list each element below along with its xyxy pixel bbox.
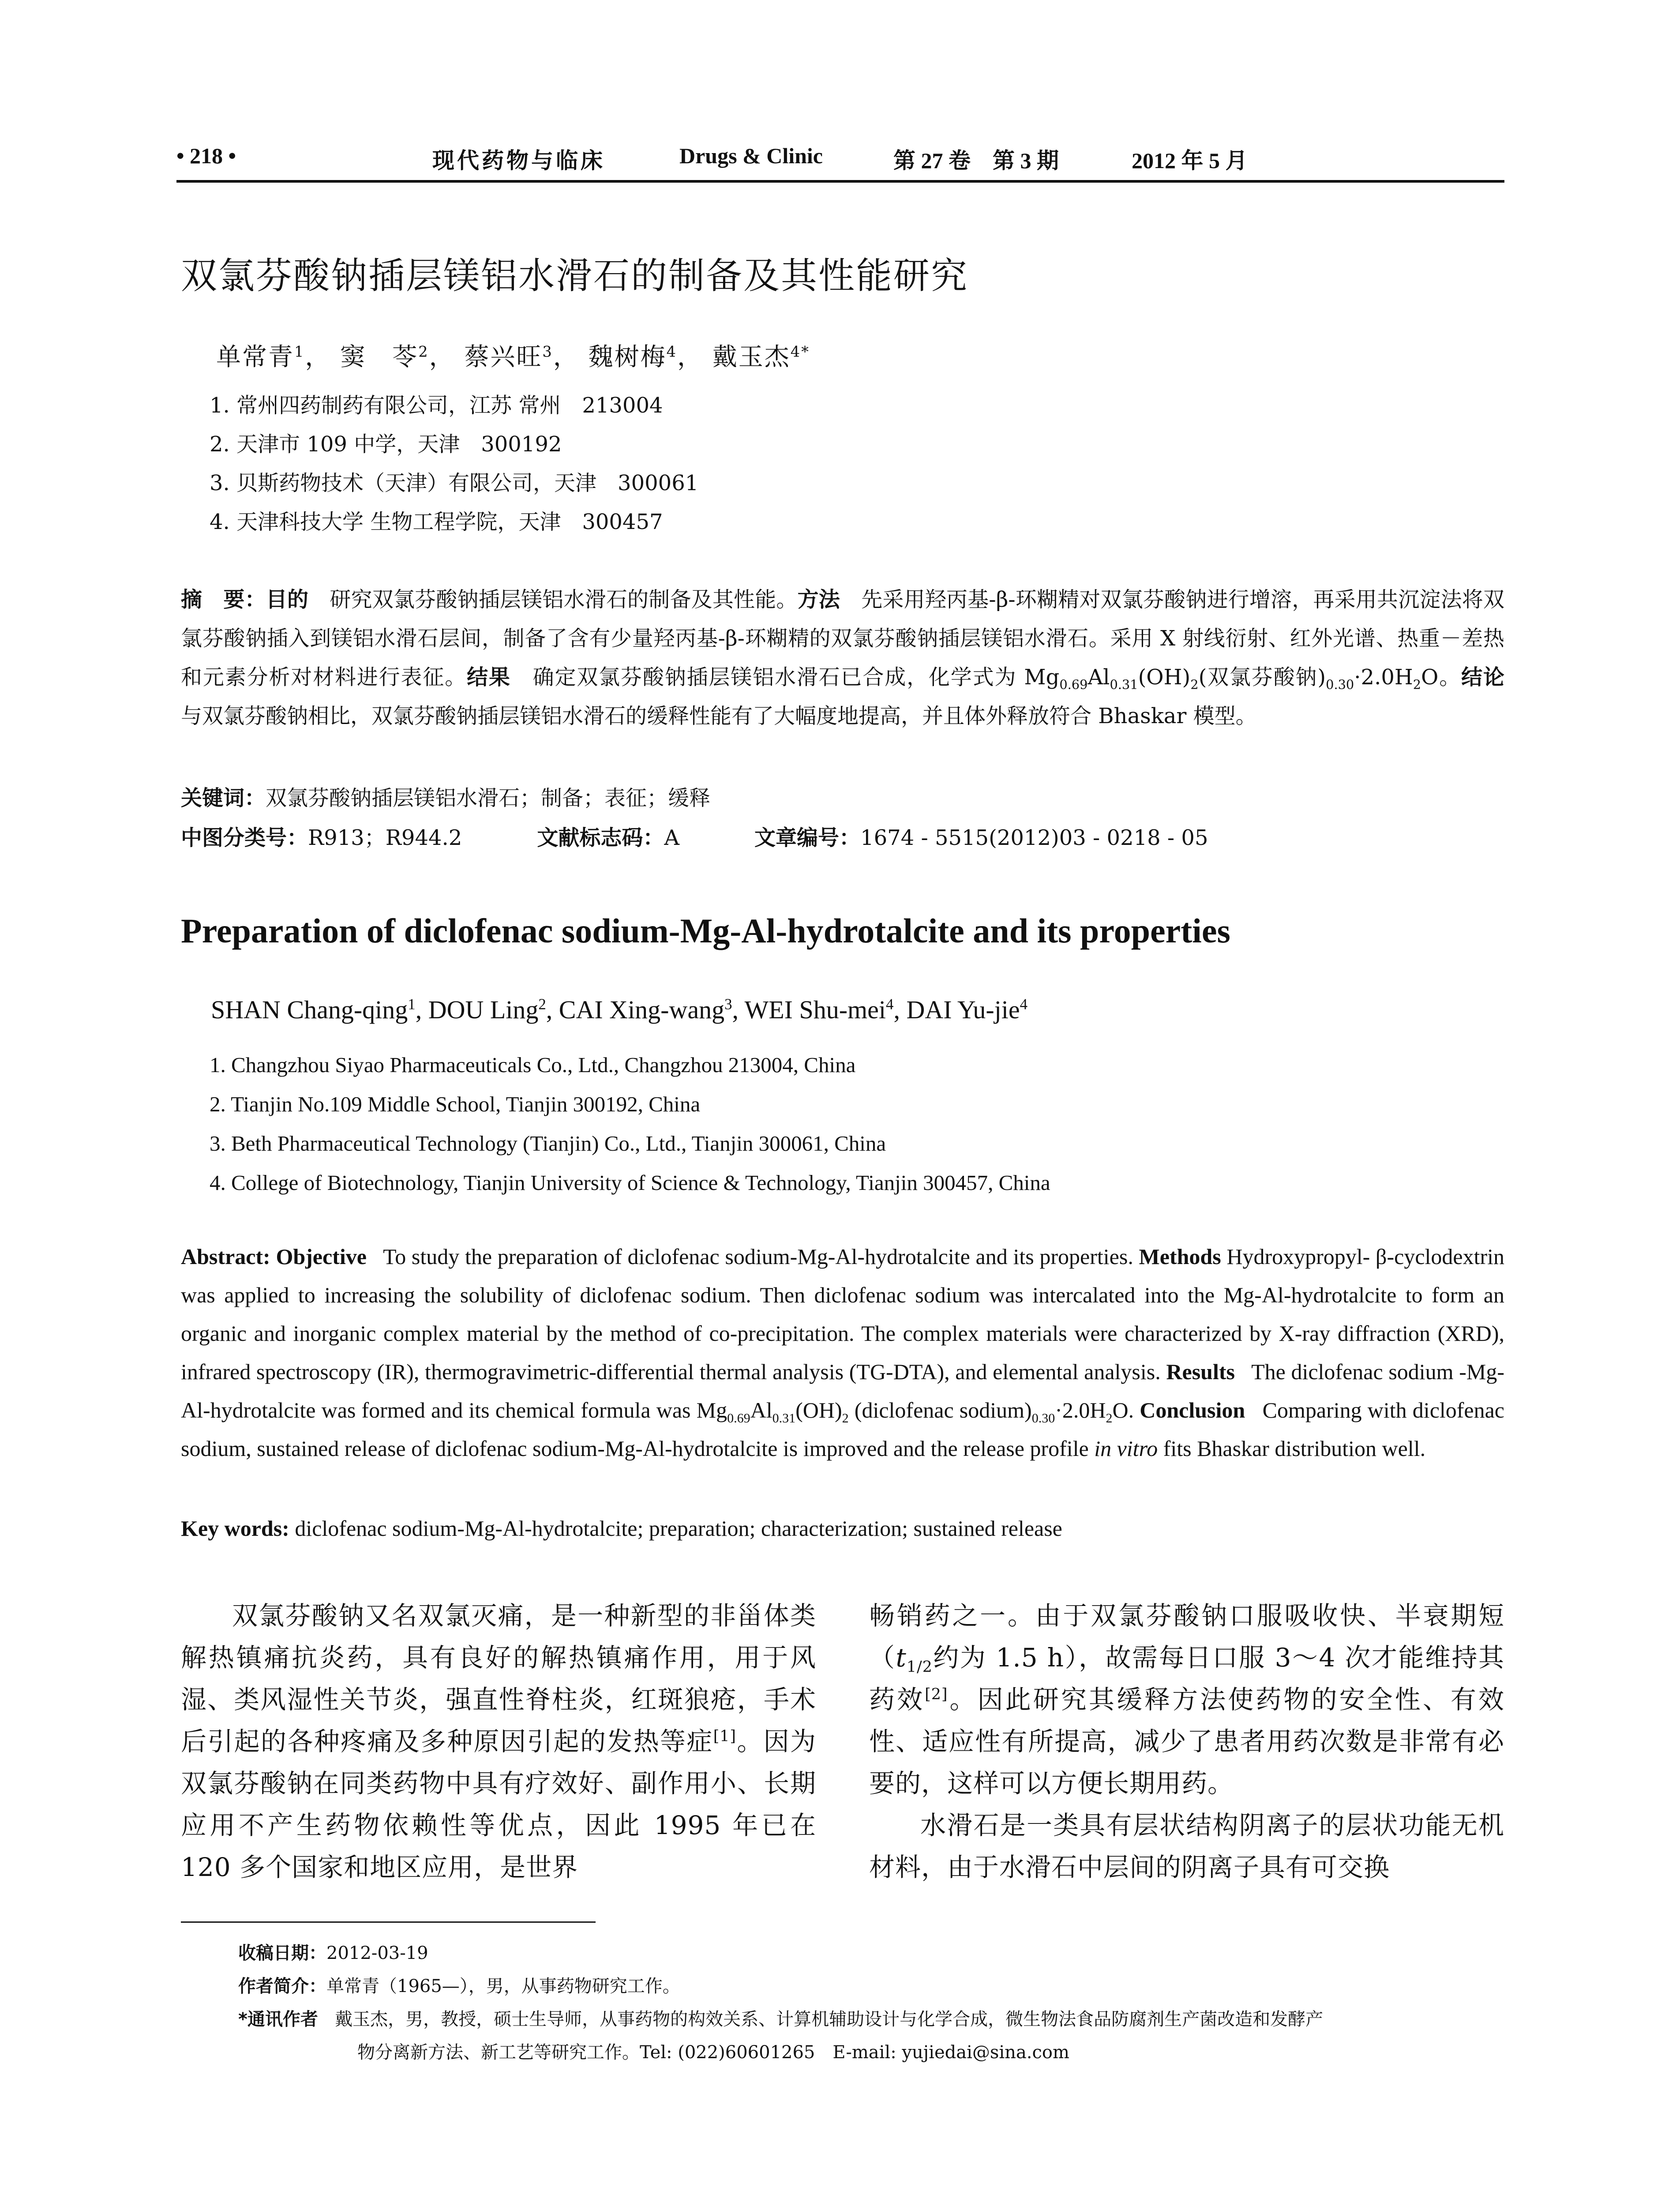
affiliation-cn: 4. 天津科技大学 生物工程学院，天津 300457 — [210, 510, 663, 534]
body-paragraph: 畅销药之一。由于双氯芬酸钠口服吸收快、半衰期短（$t_{1/2}$约为 1.5 h），故需每日口服 3～4 次才能维持其药效[2]。因此研究其缓释方法使药物的安全性、有效性、适应性有所提高，减少了患者用药次数是非常有必要的，这样可以方便长期用药。 — [869, 1601, 1504, 1798]
affiliation-cn: 3. 贝斯药物技术（天津）有限公司，天津 300061 — [210, 471, 699, 495]
affiliation-en: 3. Beth Pharmaceutical Technology (Tianjin) Co., Ltd., Tianjin 300061, China — [210, 1131, 886, 1156]
affiliation-cn: 1. 常州四药制药有限公司，江苏 常州 213004 — [210, 393, 663, 418]
author-cn: 戴玉杰 — [712, 343, 791, 371]
author-list-en: SHAN Chang-qing$^1$, DOU Ling$^2$, CAI Xing-wang$^3$, WEI Shu-mei$^4$, DAI Yu-jie$^4$ — [211, 995, 1028, 1024]
volume-issue: 第 27 卷 第 3 期 — [893, 148, 1059, 173]
affiliation-en: 4. College of Biotechnology, Tianjin University of Science & Technology, Tianjin 300457, China — [210, 1171, 1050, 1195]
footnote-divider — [181, 1921, 596, 1923]
journal-name-cn: 现代药物与临床 — [432, 148, 605, 173]
author-cn: 窦 苓 — [340, 343, 419, 371]
abstract-cn: 摘 要：目的 研究双氯芬酸钠插层镁铝水滑石的制备及其性能。方法 先采用羟丙基-β-环糊精对双氯芬酸钠进行增溶，再采用共沉淀法将双氯芬酸钠插入到镁铝水滑石层间，制备了含有少量羟丙基-β-环糊精的双氯芬酸钠插层镁铝水滑石。采用 X 射线衍射、红外光谱、热重－差热和元素分析对材料进行表征。结果 确定双氯芬酸钠插层镁铝水滑石已合成，化学式为 $Mg_{0.69}Al_{0.31}(OH)_2$(双氯芬酸钠)$_{0.30}\cdot 2.0H_2O$。结论 与双氯芬酸钠相比，双氯芬酸钠插层镁铝水滑石的缓释性能有了大幅度地提高，并且体外释放符合 Bhaskar 模型。 — [181, 587, 1504, 728]
author-cn: 单常青 — [216, 343, 294, 371]
footnote-corresponding: *通讯作者 戴玉杰，男，教授，硕士生导师，从事药物的构效关系、计算机辅助设计与化学合成，微生物法食品防腐剂生产菌改造和发酵产 — [238, 2009, 1324, 2030]
author-cn: 蔡兴旺 — [464, 343, 543, 371]
author-cn: 魏树梅 — [588, 343, 667, 371]
journal-name-en: Drugs & Clinic — [679, 143, 823, 168]
running-header — [176, 140, 1504, 183]
keywords-cn: 关键词：双氯芬酸钠插层镁铝水滑石；制备；表征；缓释 — [181, 786, 711, 810]
body-paragraph: 双氯芬酸钠又名双氯灭痛，是一种新型的非甾体类解热镇痛抗炎药，具有良好的解热镇痛作用，用于风湿、类风湿性关节炎，强直性脊柱炎，红斑狼疮，手术后引起的各种疼痛及多种原因引起的发热等症[1]。因为双氯芬酸钠在同类药物中具有疗效好、副作用小、长期应用不产生药物依赖性等优点，因此 1995 年已在 120 多个国家和地区应用，是世界 — [181, 1601, 816, 1882]
footnote-author-bio: 作者简介：单常青（1965—），男，从事药物研究工作。 — [238, 1976, 680, 1996]
author-list-cn: 单常青$^1$， 窦 苓$^2$， 蔡兴旺$^3$， 魏树梅$^4$， 戴玉杰$^{4*}$ — [216, 343, 810, 371]
issue-date: 2012 年 5 月 — [1132, 148, 1248, 173]
footnote-received: 收稿日期：2012-03-19 — [238, 1943, 428, 1963]
affiliation-en: 1. Changzhou Siyao Pharmaceuticals Co., Ltd., Changzhou 213004, China — [210, 1053, 856, 1077]
keywords-en: Key words: diclofenac sodium-Mg-Al-hydrotalcite; preparation; characterization; sustained release — [181, 1516, 1062, 1541]
affiliation-en: 2. Tianjin No.109 Middle School, Tianjin 300192, China — [210, 1092, 701, 1116]
abstract-label: 摘 要： — [181, 587, 266, 612]
title-en: Preparation of diclofenac sodium-Mg-Al-hydrotalcite and its properties — [181, 912, 1230, 950]
body-column-left — [181, 1595, 816, 1888]
footnote-corresponding-cont: 物分离新方法、新工艺等研究工作。Tel: (022)60601265 E-mail: yujiedai@sina.com — [357, 2042, 1069, 2063]
page-number: • 218 • — [176, 143, 236, 168]
title-cn: 双氯芬酸钠插层镁铝水滑石的制备及其性能研究 — [181, 255, 969, 297]
body-paragraph: 水滑石是一类具有层状结构阴离子的层状功能无机材料，由于水滑石中层间的阴离子具有可交换 — [869, 1810, 1504, 1882]
affiliation-cn: 2. 天津市 109 中学，天津 300192 — [210, 432, 562, 457]
abstract-en: Abstract: Objective To study the preparation of diclofenac sodium-Mg-Al-hydrotalcite and its properties. Methods Hydroxypropyl- β-cyclodextrin was applied to increasing the solubility of diclofenac sodium. Then diclofenac sodium was intercalated into the Mg-Al-hydrotalcite to form an organic and inorganic complex material by the method of co-precipitation. The complex materials were characterized by X-ray diffraction (XRD), infrared spectroscopy (IR), thermogravimetric-differential thermal analysis (TG-DTA), and elemental analysis. Results The diclofenac sodium -Mg-Al-hydrotalcite was formed and its chemical formula was $Mg_{0.69}Al_{0.31}(OH)_2$ (diclofenac $sodium)_{0.30}\cdot 2.0H_2O$. Conclusion Comparing with diclofenac sodium, sustained release of diclofenac sodium-Mg-Al-hydrotalcite is improved and the release profile in vitro fits Bhaskar distribution well. — [181, 1244, 1505, 1461]
classification-line: 中图分类号：R913；R944.2 文献标志码：A 文章编号：1674 - 5515(2012)03 - 0218 - 05 — [181, 825, 1208, 850]
body-column-right — [869, 1595, 1504, 1888]
